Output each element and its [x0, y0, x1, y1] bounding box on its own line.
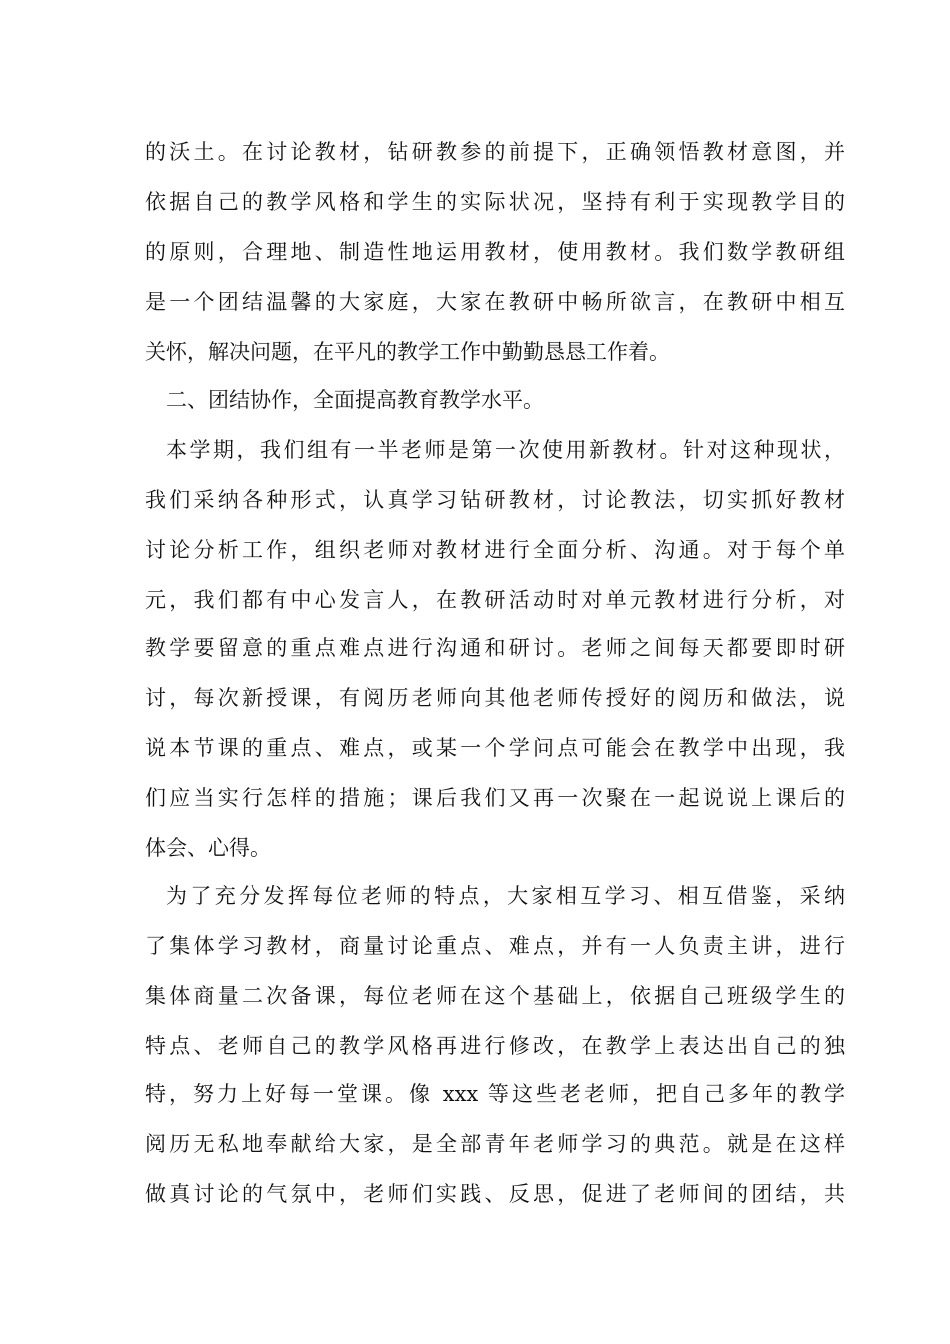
paragraph-2-line-7: 说本节课的重点、难点，或某一个学问点可能会在教学中出现，我: [145, 736, 845, 760]
paragraph-2-line-2: 我们采纳各种形式，认真学习钻研教材，讨论教法，切实抓好教材: [145, 488, 845, 512]
paragraph-1-line-2: 依据自己的教学风格和学生的实际状况，坚持有利于实现教学目的: [145, 190, 845, 214]
paragraph-3-line-2: 了集体学习教材，商量讨论重点、难点，并有一人负责主讲，进行: [145, 934, 845, 958]
paragraph-1-line-4: 是一个团结温馨的大家庭，大家在教研中畅所欲言，在教研中相互: [145, 290, 845, 314]
paragraph-2-line-4: 元，我们都有中心发言人，在教研活动时对单元教材进行分析，对: [145, 588, 845, 612]
paragraph-3-line-3: 集体商量二次备课，每位老师在这个基础上，依据自己班级学生的: [145, 984, 845, 1008]
paragraph-1-line-3: 的原则，合理地、制造性地运用教材，使用教材。我们数学教研组: [145, 240, 845, 264]
paragraph-1-line-5: 关怀，解决问题，在平凡的教学工作中勤勤恳恳工作着。: [145, 340, 670, 364]
paragraph-2-line-8: 们应当实行怎样的措施；课后我们又再一次聚在一起说说上课后的: [145, 786, 845, 810]
paragraph-2-line-3: 讨论分析工作，组织老师对教材进行全面分析、沟通。对于每个单: [145, 538, 845, 562]
paragraph-2-line-6: 讨，每次新授课，有阅历老师向其他老师传授好的阅历和做法，说: [145, 686, 845, 710]
paragraph-3-line-1: 为了充分发挥每位老师的特点，大家相互学习、相互借鉴，采纳: [166, 884, 845, 908]
paragraph-3-line-5: 特，努力上好每一堂课。像 xxx 等这些老老师，把自己多年的教学: [145, 1082, 845, 1106]
section-heading: 二、团结协作，全面提高教育教学水平。: [166, 388, 544, 412]
paragraph-2-line-5: 教学要留意的重点难点进行沟通和研讨。老师之间每天都要即时研: [145, 636, 845, 660]
paragraph-2-line-9: 体会、心得。: [145, 836, 271, 860]
paragraph-1-line-1: 的沃土。在讨论教材，钻研教参的前提下，正确领悟教材意图，并: [145, 140, 845, 164]
paragraph-3-line-4: 特点、老师自己的教学风格再进行修改，在教学上表达出自己的独: [145, 1034, 845, 1058]
paragraph-2-line-1: 本学期，我们组有一半老师是第一次使用新教材。针对这种现状，: [166, 438, 845, 462]
paragraph-3-line-6: 阅历无私地奉献给大家，是全部青年老师学习的典范。就是在这样: [145, 1132, 845, 1156]
paragraph-3-line-7: 做真讨论的气氛中，老师们实践、反思，促进了老师间的团结，共: [145, 1182, 845, 1206]
